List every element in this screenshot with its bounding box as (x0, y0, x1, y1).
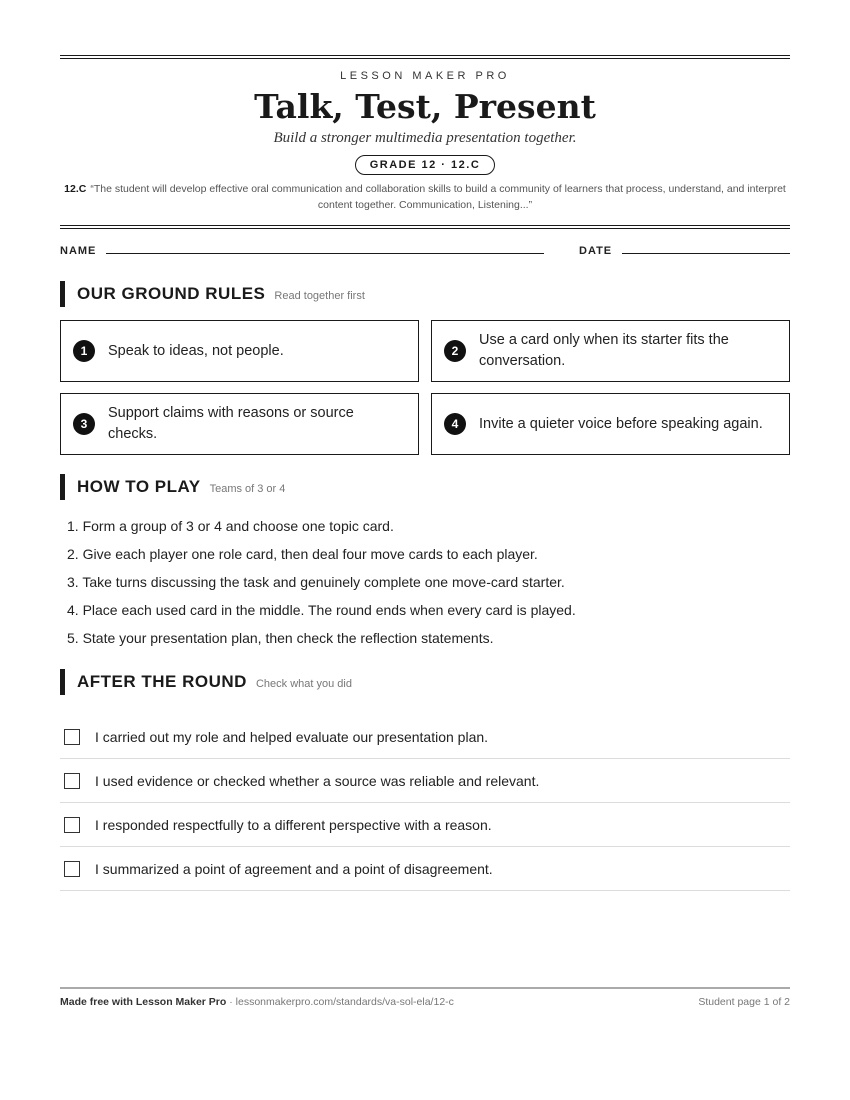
footer-credit (60, 996, 454, 1008)
step-item: 5. State your presentation plan, then check the reflection statements. (67, 630, 494, 646)
name-date-row (60, 245, 790, 257)
rule-number-badge: 1 (73, 340, 95, 362)
section-title: OUR GROUND RULES (77, 284, 266, 303)
section-title: AFTER THE ROUND (77, 672, 247, 691)
checkbox[interactable] (64, 861, 80, 877)
rule-text: Support claims with reasons or source checks. (108, 405, 354, 442)
rule-card (60, 393, 419, 455)
step-item: 2. Give each player one role card, then deal four move cards to each player. (67, 546, 538, 562)
brand-name: LESSON MAKER PRO (340, 70, 510, 82)
checklist-text: I responded respectfully to a different perspective with a reason. (95, 816, 492, 833)
step-item: 4. Place each used card in the middle. The round ends when every card is played. (67, 602, 576, 618)
rule-number-badge: 4 (444, 413, 466, 435)
section-subtitle: Read together first (274, 290, 365, 302)
name-label: NAME (60, 245, 97, 257)
top-rule (60, 55, 790, 59)
section-subtitle: Check what you did (255, 678, 352, 690)
rule-card (60, 320, 419, 382)
checkbox[interactable] (64, 729, 80, 745)
after-round-heading (60, 669, 790, 695)
checklist-item (60, 715, 790, 759)
page-title: Talk, Test, Present (254, 87, 596, 126)
ground-rules-grid (60, 320, 790, 455)
ground-rules-heading (60, 281, 790, 307)
standard-description (60, 181, 790, 213)
checklist-item (60, 803, 790, 847)
page-footer (60, 987, 790, 1008)
footer-made-with: Made free with Lesson Maker Pro (60, 996, 227, 1008)
standard-code: 12.C (64, 183, 87, 195)
rule-card (431, 393, 790, 455)
name-field[interactable] (106, 253, 544, 254)
checklist-text: I summarized a point of agreement and a point of disagreement. (95, 860, 493, 877)
checklist-text: I carried out my role and helped evaluate our presentation plan. (95, 728, 489, 745)
step-item: 1. Form a group of 3 or 4 and choose one topic card. (67, 518, 394, 534)
rule-text: Use a card only when its starter fits the conversation. (479, 332, 729, 369)
steps-list (60, 512, 790, 652)
rule-card (431, 320, 790, 382)
checkbox[interactable] (64, 817, 80, 833)
worksheet-page (60, 0, 790, 891)
rule-number-badge: 3 (73, 413, 95, 435)
checklist-item (60, 759, 790, 803)
standard-text: “The student will develop effective oral communication and collaboration skills to build a community of learners that process, understand, and interpret content together. Communication, Listening...” (90, 183, 786, 211)
reflection-checklist (60, 715, 790, 891)
section-title: HOW TO PLAY (77, 477, 201, 496)
how-to-play-heading (60, 474, 790, 500)
rule-number-badge: 2 (444, 340, 466, 362)
header-bottom-rule (60, 225, 790, 229)
date-field[interactable] (622, 253, 790, 254)
section-subtitle: Teams of 3 or 4 (209, 483, 286, 495)
date-label: DATE (579, 245, 613, 257)
footer-url[interactable]: · lessonmakerpro.com/standards/va-sol-ela/12-c (226, 996, 454, 1008)
footer-page-number: Student page 1 of 2 (698, 996, 790, 1008)
checklist-text: I used evidence or checked whether a source was reliable and relevant. (95, 772, 540, 789)
step-item: 3. Take turns discussing the task and genuinely complete one move-card starter. (67, 574, 565, 590)
rule-text: Speak to ideas, not people. (108, 342, 284, 359)
page-subtitle: Build a stronger multimedia presentation together. (273, 130, 577, 146)
checklist-item (60, 847, 790, 891)
rule-text: Invite a quieter voice before speaking again. (479, 415, 763, 432)
grade-badge: GRADE 12 · 12.C (355, 155, 496, 175)
checkbox[interactable] (64, 773, 80, 789)
